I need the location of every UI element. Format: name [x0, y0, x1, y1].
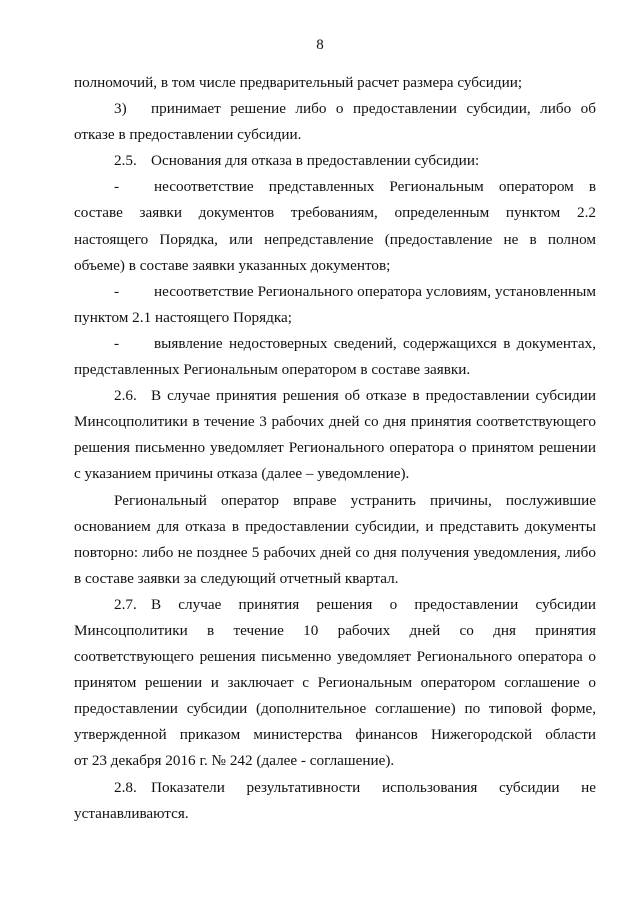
line-text: составе заявки документов требованиям, определенным пунктом 2.2: [74, 204, 596, 222]
list-marker: 2.8.: [114, 778, 137, 796]
line-text: основанием для отказа в предоставлении субсидии, и представить документы: [74, 517, 596, 535]
line-text: Показатели результативности использования субсидии не: [151, 778, 596, 796]
line-text: выявление недостоверных сведений, содержащихся в документах,: [154, 334, 596, 352]
text-line: [74, 200, 596, 226]
list-marker: -: [114, 334, 120, 352]
text-line: [74, 409, 596, 435]
line-text: В случае принятия решения о предоставлении субсидии: [151, 595, 596, 613]
line-text: В случае принятия решения об отказе в предоставлении субсидии: [151, 387, 596, 405]
line-text: в составе заявки за следующий отчетный квартал.: [74, 569, 399, 587]
text-line: [74, 670, 596, 696]
line-text: принимает решение либо о предоставлении субсидии, либо об: [151, 100, 596, 118]
line-text: пунктом 2.1 настоящего Порядка;: [74, 308, 292, 326]
text-line: [74, 331, 596, 357]
text-line: [74, 96, 596, 122]
line-text: Минсоцполитики в течение 3 рабочих дней со дня принятия соответствующего: [74, 413, 596, 431]
text-line: [74, 748, 596, 774]
text-line: [74, 174, 596, 200]
list-marker: 2.6.: [114, 387, 137, 405]
text-line: [74, 70, 596, 96]
line-text: от 23 декабря 2016 г. № 242 (далее - соглашение).: [74, 752, 395, 770]
list-marker: -: [114, 282, 120, 300]
line-text: несоответствие представленных Региональным оператором в: [154, 178, 596, 196]
text-line: [74, 435, 596, 461]
list-marker: -: [114, 178, 120, 196]
document-body: [74, 70, 596, 827]
text-line: [74, 253, 596, 279]
text-line: [74, 227, 596, 253]
line-text: Основания для отказа в предоставлении субсидии:: [151, 152, 480, 170]
text-line: [74, 148, 596, 174]
line-text: принятом решении и заключает с Региональным оператором соглашение о: [74, 674, 596, 692]
line-text: предоставлении субсидии (дополнительное соглашение) по типовой форме,: [74, 700, 596, 718]
line-text: решения письменно уведомляет Регионального оператора о принятом решении: [74, 439, 596, 457]
text-line: [74, 540, 596, 566]
line-text: Региональный оператор вправе устранить причины, послужившие: [114, 491, 596, 509]
page-number: 8: [316, 37, 324, 53]
text-line: [74, 801, 596, 827]
list-marker: 2.7.: [114, 595, 137, 613]
text-line: [74, 488, 596, 514]
line-text: утвержденной приказом министерства финансов Нижегородской области: [74, 726, 596, 744]
text-line: [74, 696, 596, 722]
line-text: Минсоцполитики в течение 10 рабочих дней со дня принятия: [74, 621, 596, 639]
text-line: [74, 279, 596, 305]
text-line: [74, 592, 596, 618]
line-text: отказе в предоставлении субсидии.: [74, 126, 302, 144]
line-text: несоответствие Регионального оператора условиям, установленным: [154, 282, 596, 300]
line-text: повторно: либо не позднее 5 рабочих дней со дня получения уведомления, либо: [74, 543, 596, 561]
text-line: [74, 514, 596, 540]
list-marker: 2.5.: [114, 152, 137, 170]
text-line: [74, 618, 596, 644]
text-line: [74, 305, 596, 331]
line-text: настоящего Порядка, или непредставление (предоставление не в полном: [74, 230, 596, 248]
text-line: [74, 357, 596, 383]
text-line: [74, 644, 596, 670]
text-line: [74, 775, 596, 801]
text-line: [74, 722, 596, 748]
list-marker: 3): [114, 100, 127, 118]
text-line: [74, 461, 596, 487]
line-text: устанавливаются.: [74, 804, 189, 822]
text-line: [74, 122, 596, 148]
line-text: соответствующего решения письменно уведомляет Регионального оператора о: [74, 648, 596, 666]
line-text: с указанием причины отказа (далее – уведомление).: [74, 465, 410, 483]
text-line: [74, 383, 596, 409]
line-text: полномочий, в том числе предварительный расчет размера субсидии;: [74, 74, 523, 91]
line-text: объеме) в составе заявки указанных документов;: [74, 256, 391, 274]
line-text: представленных Региональным оператором в составе заявки.: [74, 361, 471, 379]
text-line: [74, 566, 596, 592]
